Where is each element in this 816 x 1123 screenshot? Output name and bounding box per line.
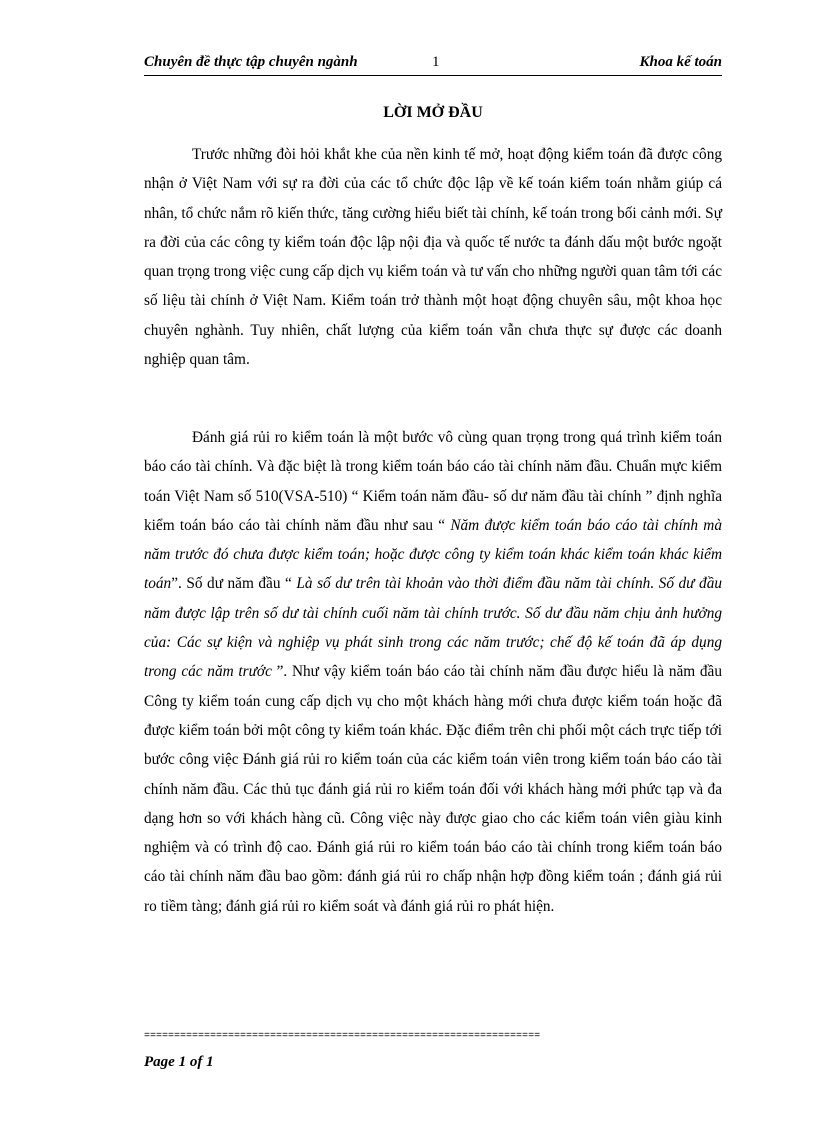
header-page-number: 1: [432, 54, 440, 70]
p2-text-part1: Đánh giá rủi ro kiểm toán là một bước vô cùng quan trọng trong quá trình kiểm toán báo cáo tài chính. Và đặc biệt là trong kiểm toán báo cáo tài chính năm đầu. Chuẩn mực kiểm toán Việt Nam số 510(VSA-510) “ Kiểm toán năm đầu- số dư năm đầu tài chính ” định nghĩa kiểm toán báo cáo tài chính năm đầu như sau “: [144, 429, 722, 534]
paragraph-1: [144, 140, 722, 374]
p2-text-part2: ”. Số dư năm đầu “: [171, 575, 297, 593]
header-department: Khoa kế toán: [639, 54, 722, 70]
footer-page-label: Page 1 of 1: [144, 1054, 214, 1070]
paragraph-2-text: [144, 423, 722, 921]
header-course-title: Chuyên đề thực tập chuyên ngành: [144, 54, 358, 70]
p2-italic-opening-balance: Là số dư trên tài khoản vào thời điểm đầu năm tài chính. Số dư đầu năm được lập trên số dư tài chính cuối năm tài chính trước. Số dư đầu năm chịu ảnh hưởng của: Các sự kiện và nghiệp vụ phát sinh trong các năm trước; chế độ kế toán đã áp dụng trong các năm trước: [144, 575, 722, 681]
page-header: [144, 51, 722, 76]
p2-text-part3: ”. Như vậy kiểm toán báo cáo tài chính năm đầu được hiểu là năm đầu Công ty kiểm toán cung cấp dịch vụ cho một khách hàng mới chưa được kiểm toán hoặc đã được kiểm toán bởi một công ty kiểm toán khác. Đặc điểm trên chi phối một cách trực tiếp tới bước công việc Đánh giá rủi ro kiểm toán của các kiểm toán viên trong kiểm toán báo cáo tài chính năm đầu. Các thủ tục đánh giá rủi ro kiểm toán đối với khách hàng mới phức tạp và đa dạng hơn so với khách hàng cũ. Công việc này được giao cho các kiểm toán viên giàu kinh nghiệm và có trình độ cao. Đánh giá rủi ro kiểm toán báo cáo tài chính trong kiểm toán báo cáo tài chính năm đầu bao gồm: đánh giá rủi ro chấp nhận hợp đồng kiểm toán ; đánh giá rủi ro tiềm tàng; đánh giá rủi ro kiểm soát và đánh giá rủi ro phát hiện.: [144, 663, 722, 915]
p2-italic-definition: Năm được kiểm toán báo cáo tài chính mà năm trước đó chưa được kiểm toán; hoặc được công ty kiểm toán khác kiểm toán khác kiểm toán: [144, 516, 722, 593]
document-title: LỜI MỞ ĐẦU: [383, 104, 483, 121]
paragraph-1-text: Trước những đòi hỏi khắt khe của nền kinh tế mở, hoạt động kiểm toán đã được công nhận ở Việt Nam với sự ra đời của các tổ chức độc lập về kế toán kiểm toán nhằm giúp cá nhân, tổ chức nắm rõ kiến thức, tăng cường hiểu biết tài chính, kế toán trong bối cảnh mới. Sự ra đời của các công ty kiểm toán độc lập nội địa và quốc tế nước ta đánh dấu một bước ngoặt quan trọng trong việc cung cấp dịch vụ kiểm toán và tư vấn cho những người quan tâm tới các số liệu tài chính ở Việt Nam. Kiểm toán trở thành một hoạt động chuyên sâu, một khoa học chuyên nghành. Tuy nhiên, chất lượng của kiểm toán vẫn chưa thực sự được các doanh nghiệp quan tâm.: [144, 146, 722, 369]
footer-separator: ==================================================================: [144, 1031, 541, 1042]
paragraph-2: [144, 423, 722, 921]
